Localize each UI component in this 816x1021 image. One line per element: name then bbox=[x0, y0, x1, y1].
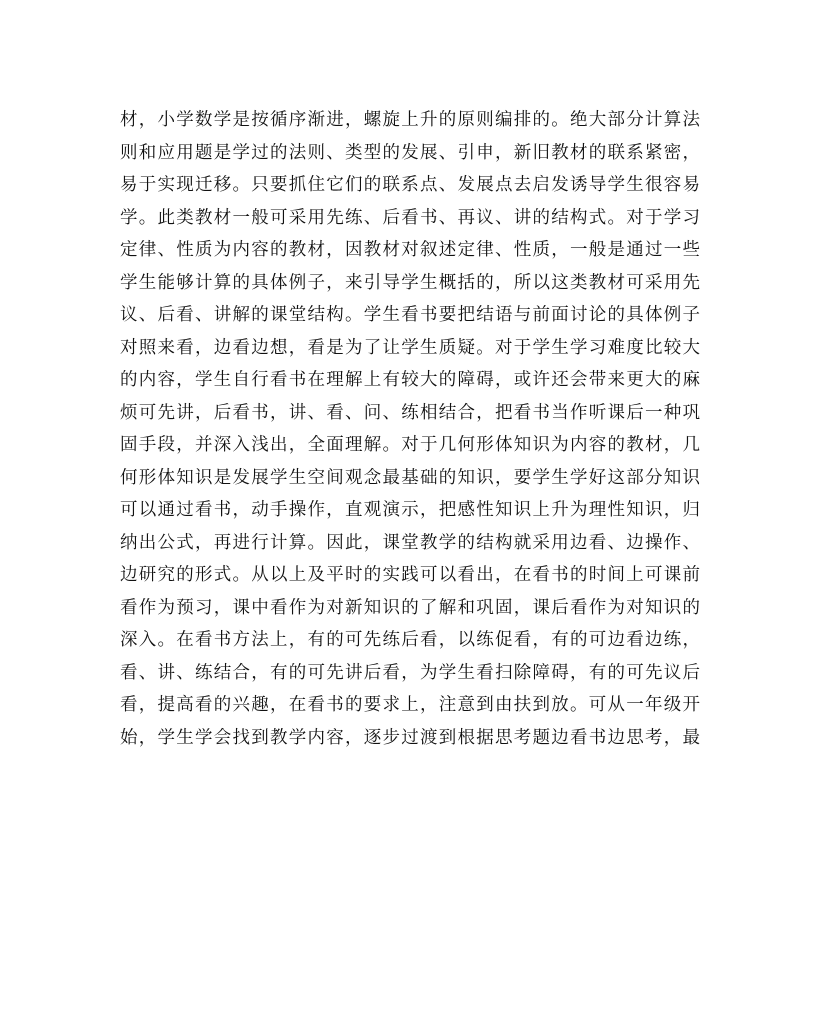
text-line: 纳出公式，再进行计算。因此，课堂教学的结构就采用边看、边操作、 bbox=[120, 532, 700, 553]
text-line: 何形体知识是发展学生空间观念最基础的知识，要学生学好这部分知识 bbox=[120, 467, 700, 488]
text-line: 学生能够计算的具体例子，来引导学生概括的，所以这类教材可采用先 bbox=[120, 272, 700, 293]
text-line: 烦可先讲，后看书，讲、看、问、练相结合，把看书当作听课后一种巩 bbox=[120, 402, 700, 423]
text-line: 的内容，学生自行看书在理解上有较大的障碍，或许还会带来更大的麻 bbox=[120, 370, 700, 390]
text-line: 材，小学数学是按循序渐进，螺旋上升的原则编排的。绝大部分计算法 bbox=[120, 110, 700, 130]
text-line: 议、后看、讲解的课堂结构。学生看书要把结语与前面讨论的具体例子 bbox=[120, 305, 700, 325]
text-line: 可以通过看书，动手操作，直观演示，把感性知识上升为理性知识，归 bbox=[120, 500, 700, 520]
text-line: 易于实现迁移。只要抓住它们的联系点、发展点去启发诱导学生很容易 bbox=[120, 175, 700, 195]
text-line: 始，学生学会找到教学内容，逐步过渡到根据思考题边看书边思考，最 bbox=[120, 727, 700, 748]
text-line: 定律、性质为内容的教材，因教材对叙述定律、性质，一般是通过一些 bbox=[120, 240, 700, 260]
text-line: 学。此类教材一般可采用先练、后看书、再议、讲的结构式。对于学习 bbox=[120, 207, 700, 228]
text-line: 深入。在看书方法上，有的可先练后看，以练促看，有的可边看边练， bbox=[120, 630, 700, 650]
text-line: 边研究的形式。从以上及平时的实践可以看出，在看书的时间上可课前 bbox=[120, 565, 700, 585]
text-line: 看、讲、练结合，有的可先讲后看，为学生看扫除障碍，有的可先议后 bbox=[120, 662, 700, 683]
text-line: 看作为预习，课中看作为对新知识的了解和巩固，课后看作为对知识的 bbox=[120, 597, 700, 618]
text-line: 看，提高看的兴趣，在看书的要求上，注意到由扶到放。可从一年级开 bbox=[120, 695, 700, 715]
text-line: 则和应用题是学过的法则、类型的发展、引申，新旧教材的联系紧密， bbox=[120, 142, 700, 163]
text-line: 对照来看，边看边想，看是为了让学生质疑。对于学生学习难度比较大 bbox=[120, 337, 700, 358]
body-text bbox=[120, 104, 700, 754]
text-line: 固手段，并深入浅出，全面理解。对于几何形体知识为内容的教材，几 bbox=[120, 435, 700, 455]
